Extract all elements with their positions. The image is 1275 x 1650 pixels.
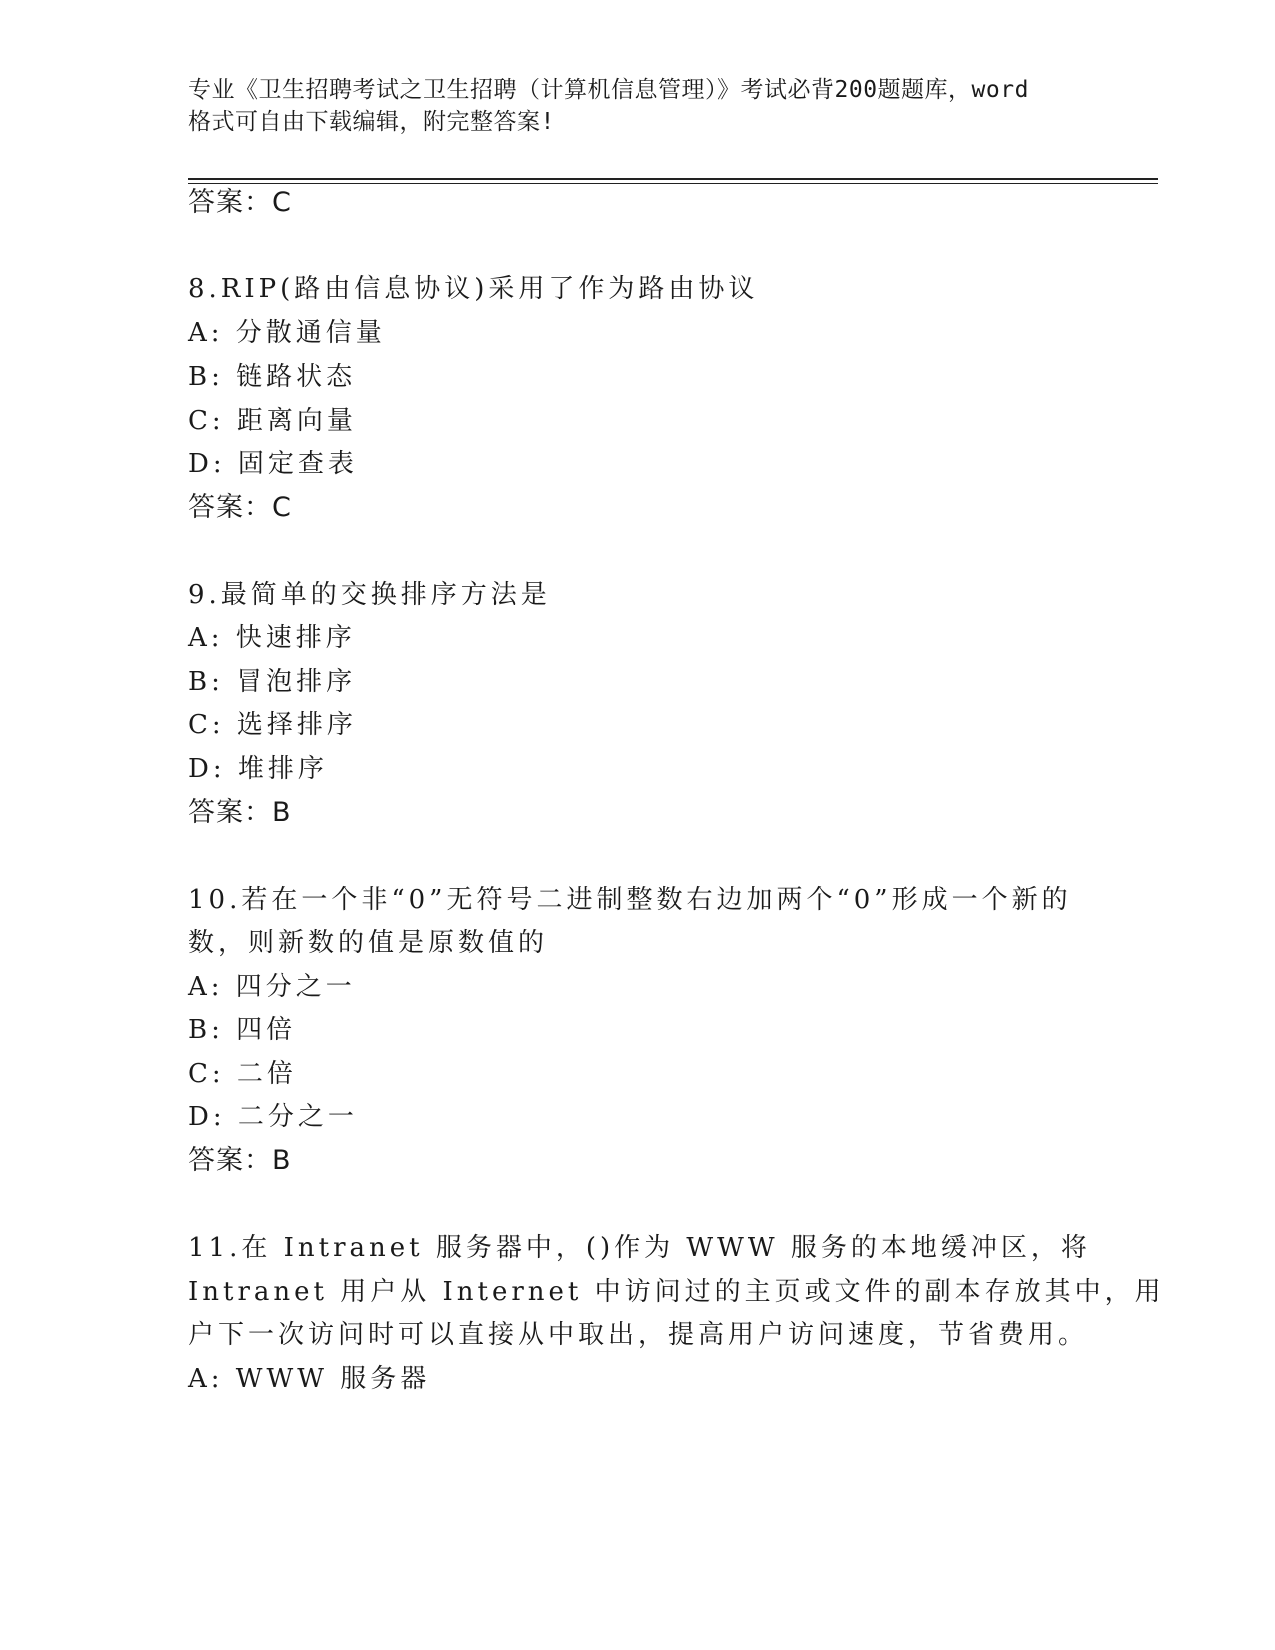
answer-line: 答案：C [188,187,292,218]
option-b: B: 链路状态 [188,362,357,392]
question-stem-cont: 数，则新数的值是原数值的 [188,928,549,958]
question-stem-cont: Intranet 用户从 Internet 中访问过的主页或文件的副本存放其中，用 [188,1277,1165,1307]
option-d: D: 固定查表 [188,449,358,479]
question-stem: 10.若在一个非“0”无符号二进制整数右边加两个“0”形成一个新的 [188,885,1072,915]
answer-line: 答案：B [188,1145,292,1176]
question-stem: 9.最简单的交换排序方法是 [188,580,551,610]
option-d: D: 二分之一 [188,1102,358,1132]
option-c: C: 选择排序 [188,710,357,740]
option-c: C: 二倍 [188,1059,297,1089]
document-header [188,74,1088,138]
question-stem-cont: 户下一次访问时可以直接从中取出，提高用户访问速度，节省费用。 [188,1320,1089,1350]
option-a: A: 分散通信量 [188,318,386,348]
header-line-2: 格式可自由下载编辑，附完整答案! [188,109,555,135]
question-stem: 8.RIP(路由信息协议)采用了作为路由协议 [188,274,759,304]
option-d: D: 堆排序 [188,754,328,784]
option-c: C: 距离向量 [188,406,357,436]
option-b: B: 四倍 [188,1015,297,1045]
header-rule-thin [188,183,1158,184]
option-a: A: 四分之一 [188,972,356,1002]
header-rule-thick [188,178,1158,180]
option-a: A: WWW 服务器 [188,1364,431,1394]
question-stem: 11.在 Intranet 服务器中，()作为 WWW 服务的本地缓冲区，将 [188,1233,1091,1263]
option-a: A: 快速排序 [188,623,356,653]
answer-line: 答案：B [188,797,292,828]
header-line-1: 专业《卫生招聘考试之卫生招聘（计算机信息管理）》考试必背200题题库，word [188,77,1029,103]
option-b: B: 冒泡排序 [188,667,357,697]
answer-line: 答案：C [188,492,292,523]
